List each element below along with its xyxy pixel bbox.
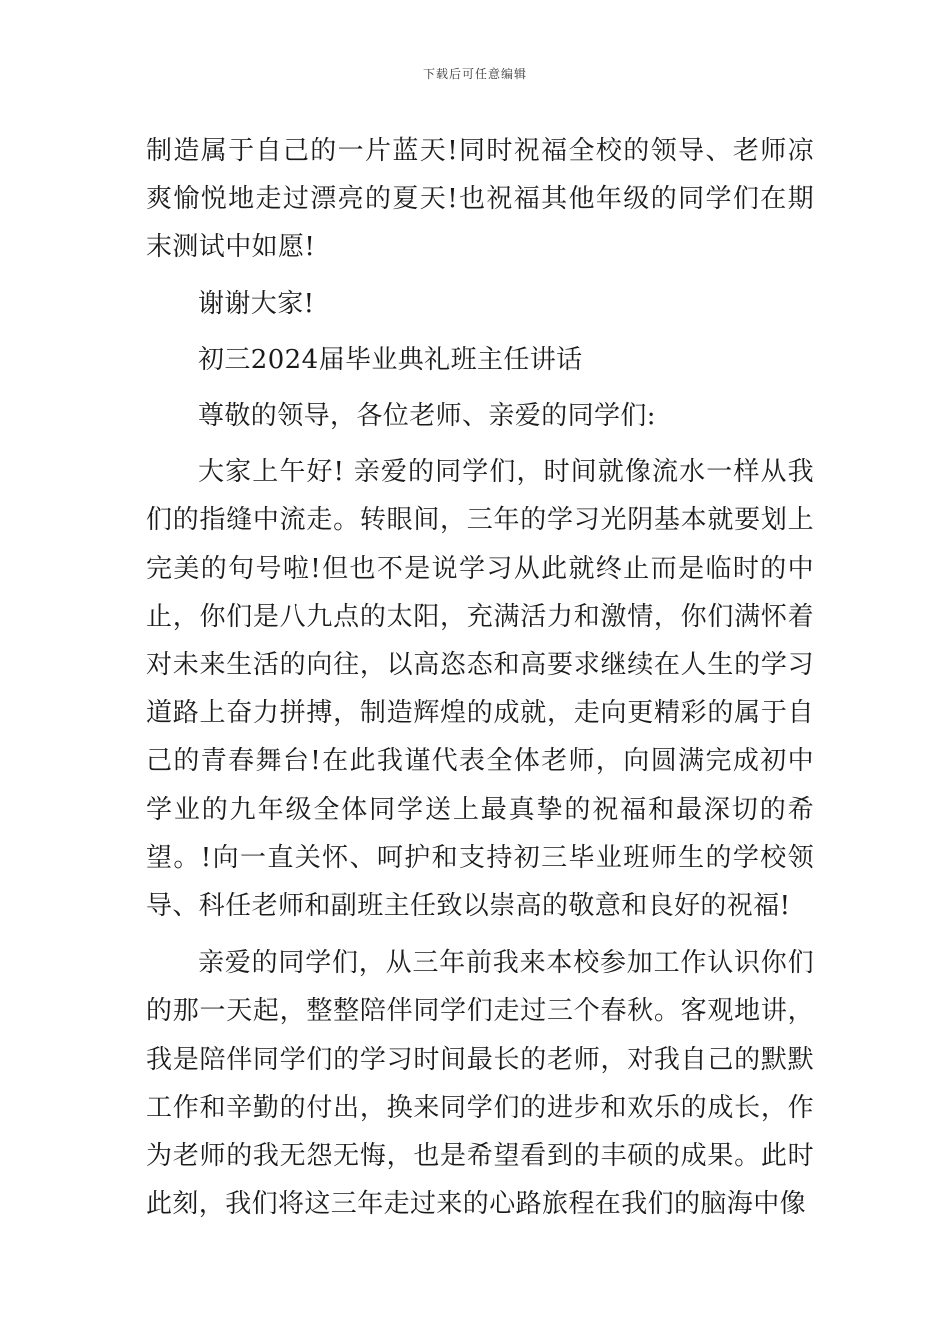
page-header: 下载后可任意编辑	[422, 67, 527, 81]
paragraph-continuation: 制造属于自己的一片蓝天!同时祝福全校的领导、老师凉爽愉悦地走过漂亮的夏天!也祝福其他年级的同学们在期末测试中如愿!	[146, 136, 814, 263]
speech-title: 初三2024届毕业典礼班主任讲话	[198, 344, 583, 375]
paragraph-greeting: 大家上午好! 亲爱的同学们，时间就像流水一样从我们的指缝中流走。转眼间，三年的学习光阴基本就要划上完美的句号啦!但也不是说学习从此就终止而是临时的中止，你们是八九点的太阳，充满活力和激情，你们满怀着对未来生活的向往，以高恣态和高要求继续在人生的学习道路上奋力拼搏，制造辉煌的成就，走向更精彩的属于自己的青春舞台!在此我谨代表全体老师，向圆满完成初中学业的九年级全体同学送上最真挚的祝福和最深切的希望。!向一直关怀、呵护和支持初三毕业班师生的学校领导、科任老师和副班主任致以崇高的敬意和良好的祝福!	[146, 457, 814, 922]
paragraph-reflection: 亲爱的同学们，从三年前我来本校参加工作认识你们的那一天起，整整陪伴同学们走过三个春秋。客观地讲，我是陪伴同学们的学习时间最长的老师，对我自己的默默工作和辛勤的付出，换来同学们的进步和欢乐的成长，作为老师的我无怨无悔，也是希望看到的丰硕的成果。此时此刻，我们将这三年走过来的心路旅程在我们的脑海中像	[146, 948, 814, 1220]
document-body	[146, 127, 814, 1228]
paragraph-thanks: 谢谢大家!	[198, 288, 315, 319]
salutation: 尊敬的领导，各位老师、亲爱的同学们:	[198, 401, 656, 432]
